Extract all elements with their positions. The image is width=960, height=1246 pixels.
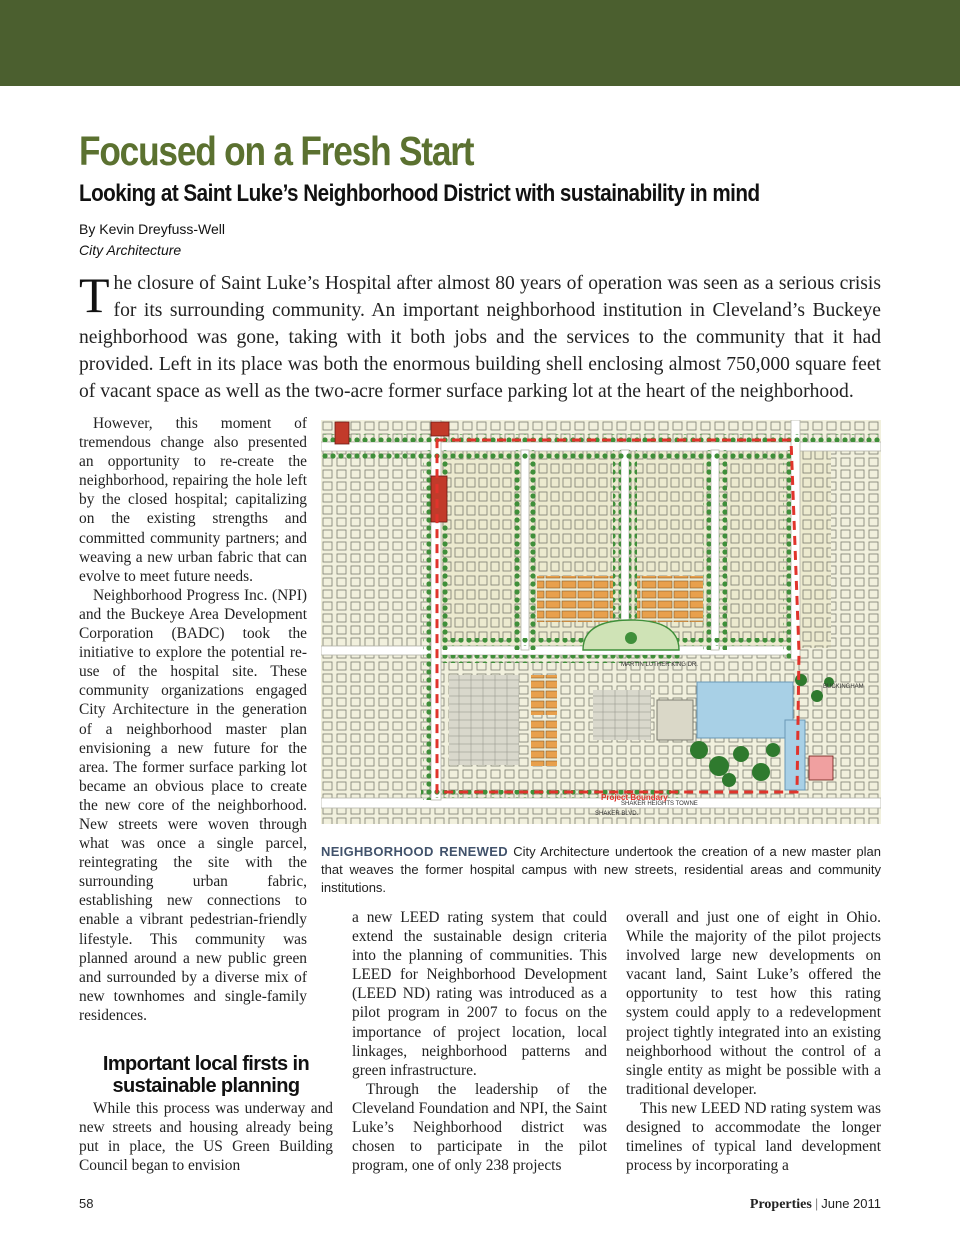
body-paragraph: However, this moment of tremendous change also presented an opportunity to re-create the neighborhood, repairing the hole left by the closed hospital; capitalizing on the existing strengths and committed community partners; and weaving a new urban fabric that can evolve to meet future needs.: [79, 415, 307, 585]
body-paragraph: overall and just one of eight in Ohio. While the majority of the pilot projects involved large new developments on vacant land, Saint Luke’s offered the opportunity to test how this rating system could apply to a redevelopment project tightly integrated into an existing neighborhood without the control of a single entity as might be possible with a traditional developer.: [626, 909, 881, 1098]
master-plan-map: [321, 420, 881, 824]
hospital-building: [657, 700, 693, 740]
caption-text: City Architecture undertook the creation of a new master plan that weaves the former hospital campus with new streets, residential areas and community institutions.: [321, 844, 881, 895]
column-1: [79, 414, 307, 1025]
column-3: [626, 908, 881, 1175]
article-title: Focused on a Fresh Start: [79, 128, 474, 174]
body-paragraph: Neighborhood Progress Inc. (NPI) and the Buckeye Area Development Corporation (BADC) took the initiative to explore the potential re-use of the hospital site. These community organizations engaged City Architecture in the generation of a neighborhood master plan envisioning a new future for the area. The former surface parking lot became an obvious place to create the new core of the neighborhood. New streets were woven through what was once a single parcel, reintegrating the site with the surrounding urban fabric, establishing new connections to enable a vibrant pedestrian-friendly lifestyle. This community was planned around a new public green and surrounded by a diverse mix of new townhomes and single-family residences.: [79, 586, 307, 1024]
section-heading: [79, 1053, 333, 1097]
street-label-shaker-towne: SHAKER HEIGHTS TOWNE: [621, 801, 698, 807]
facility-building: [785, 720, 805, 790]
issue-date: June 2011: [821, 1196, 881, 1211]
drop-cap: T: [79, 267, 110, 323]
water-feature: [697, 682, 793, 738]
column-1-continued: [79, 1099, 333, 1175]
body-paragraph: a new LEED rating system that could extend the sustainable design criteria into the planning of communities. This LEED for Neighborhood Development (LEED ND) rating was introduced as a pilot program in 2007 to focus on the importance of project location, local linkages, neighborhood patterns and green infrastructure.: [352, 909, 607, 1079]
column-2: [352, 908, 607, 1175]
header-band: [0, 0, 960, 86]
section-heading-line: Important local firsts in: [102, 1053, 310, 1075]
footer-credit: [750, 1196, 881, 1213]
article-subtitle: Looking at Saint Luke’s Neighborhood District with sustainability in mind: [79, 180, 760, 207]
author-affiliation: City Architecture: [79, 242, 182, 258]
caption-lead: NEIGHBORHOOD RENEWED: [321, 844, 508, 859]
street-label-mlk: MARTIN LUTHER KING DR.: [621, 662, 698, 668]
street-label-buckingham: BUCKINGHAM: [823, 684, 864, 690]
lead-paragraph: [79, 267, 881, 405]
street-label-shaker: SHAKER BLVD.: [595, 811, 639, 817]
magazine-name: Properties: [749, 1197, 812, 1212]
body-paragraph: Through the leadership of the Cleveland Foundation and NPI, the Saint Luke’s Neighborhood district was chosen to participate in the pilot program, one of only 238 projects: [352, 1080, 607, 1175]
byline: By Kevin Dreyfuss-Well: [79, 221, 226, 237]
green-tree: [625, 632, 637, 644]
body-paragraph: This new LEED ND rating system was designed to accommodate the longer timelines of typical land development process by incorporating a: [626, 1099, 881, 1175]
boundary-label: Project Boundary: [601, 793, 668, 802]
figure-caption: [321, 843, 881, 897]
footer-separator: |: [814, 1196, 819, 1211]
lead-text: he closure of Saint Luke’s Hospital after almost 80 years of operation was seen as a serious crisis for its surrounding community. An important neighborhood institution in Cleveland’s Buckeye neighborhood was gone, taking with it both jobs and the services to the community that it had provided. Left in its place was both the enormous building shell enclosing almost 750,000 square feet of vacant space as well as the two-acre former surface parking lot at the heart of the neighborhood.: [79, 273, 881, 402]
master-plan-drawing: [321, 420, 881, 824]
page-number: 58: [79, 1196, 94, 1211]
section-heading-line: sustainable planning: [112, 1075, 300, 1097]
body-paragraph: While this process was underway and new streets and housing already being put in place, the US Green Building Council began to envision: [79, 1100, 333, 1175]
